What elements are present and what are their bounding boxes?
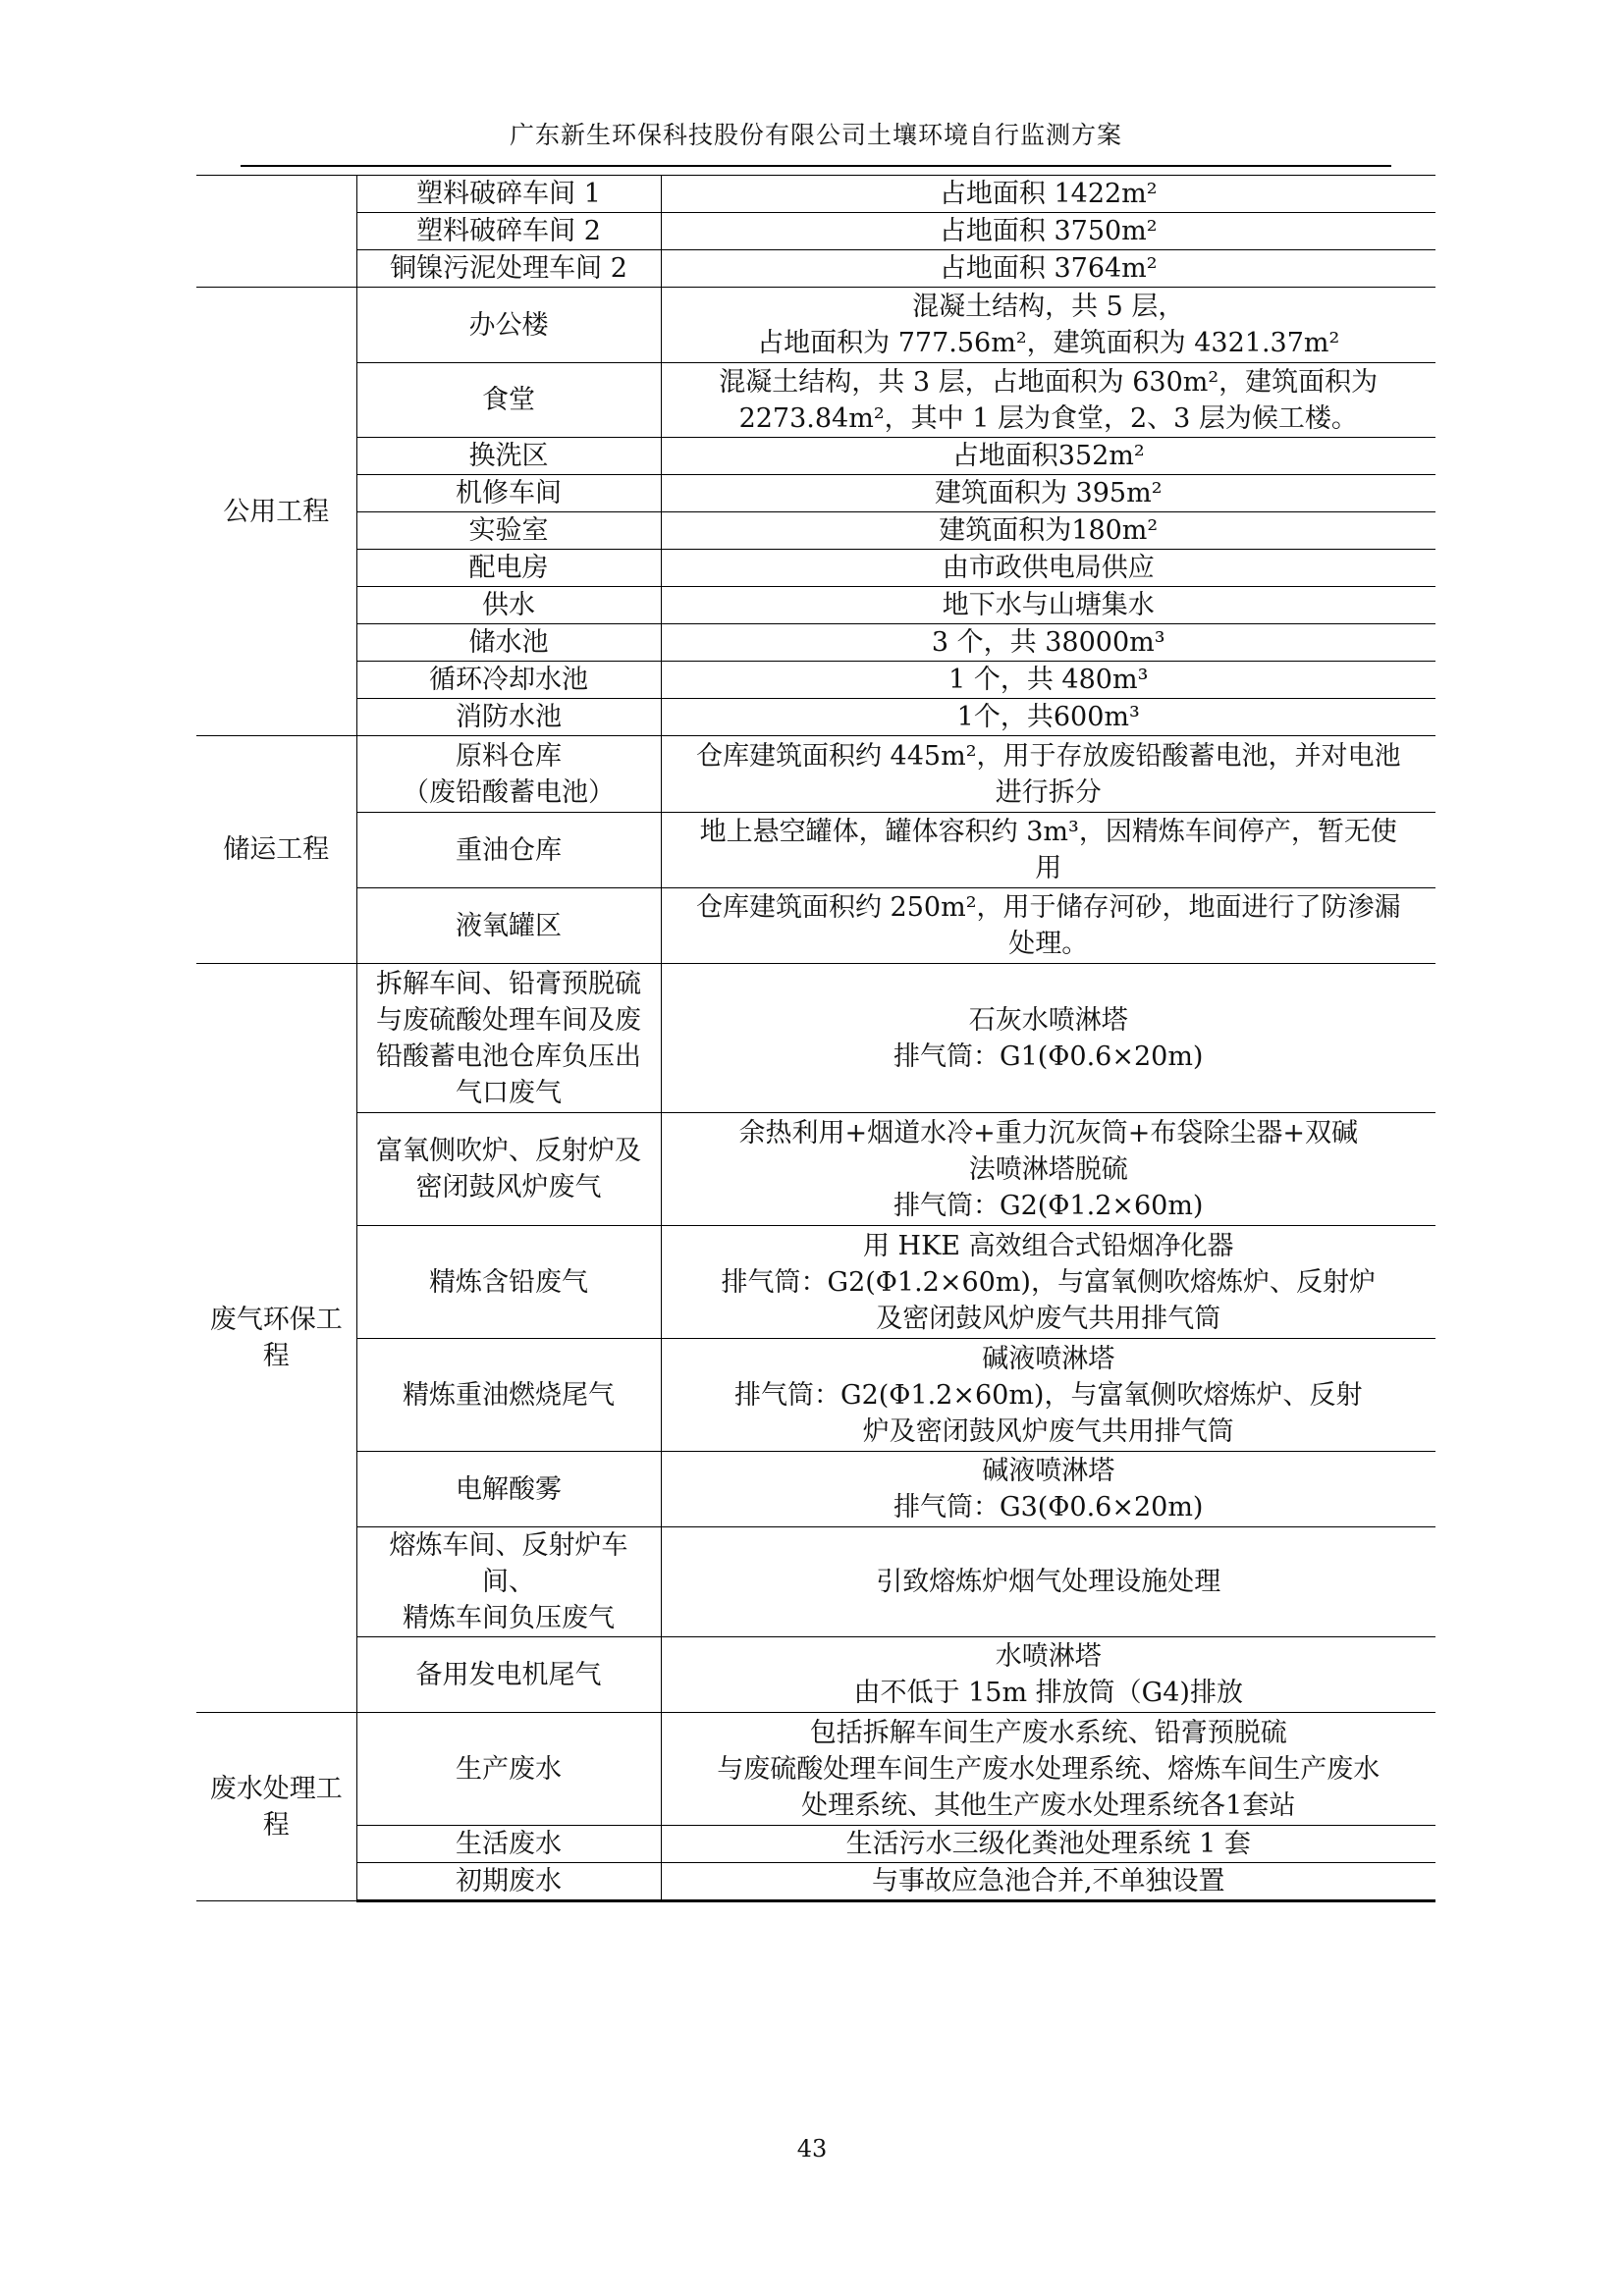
detail-cell bbox=[661, 288, 1435, 363]
table-row bbox=[196, 699, 1435, 736]
cell-line: 拆解车间、铅膏预脱硫 bbox=[376, 968, 641, 999]
table-row bbox=[196, 250, 1435, 288]
cell-line: 仓库建筑面积约 445m²，用于存放废铅酸蓄电池，并对电池 bbox=[695, 740, 1401, 772]
cell-line: 占地面积为 777.56m²，建筑面积为 4321.37m² bbox=[757, 328, 1340, 358]
table-row bbox=[196, 1713, 1435, 1826]
cell-line: 碱液喷淋塔 bbox=[982, 1343, 1115, 1374]
cell-line: 地下水与山塘集水 bbox=[942, 590, 1155, 620]
cell-line: 与事故应急池合并,不单独设置 bbox=[871, 1866, 1225, 1896]
table-row bbox=[196, 475, 1435, 512]
item-cell: 循环冷却水池 bbox=[356, 662, 661, 699]
cell-line: 废水处理工 bbox=[209, 1773, 343, 1804]
item-cell: 电解酸雾 bbox=[356, 1452, 661, 1527]
detail-cell bbox=[661, 1226, 1435, 1339]
item-cell: 实验室 bbox=[356, 512, 661, 550]
cell-line: 引致熔炼炉烟气处理设施处理 bbox=[876, 1567, 1221, 1597]
cell-line: 法喷淋塔脱硫 bbox=[968, 1153, 1128, 1185]
table-row bbox=[196, 662, 1435, 699]
item-cell: 塑料破碎车间 2 bbox=[356, 213, 661, 250]
cell-line: 生活污水三级化粪池处理系统 1 套 bbox=[845, 1829, 1251, 1859]
cell-line: 2273.84m²，其中 1 层为食堂，2、3 层为候工楼。 bbox=[738, 402, 1358, 434]
table-row bbox=[196, 1452, 1435, 1527]
detail-cell bbox=[661, 624, 1435, 662]
cell-line: 废气环保工 bbox=[209, 1305, 343, 1335]
item-cell: 供水 bbox=[356, 587, 661, 624]
item-cell: 办公楼 bbox=[356, 288, 661, 363]
table-row bbox=[196, 438, 1435, 475]
cell-line: 3 个，共 38000m³ bbox=[931, 627, 1165, 658]
detail-cell bbox=[661, 1637, 1435, 1713]
item-cell: 备用发电机尾气 bbox=[356, 1637, 661, 1713]
cell-line: 混凝土结构，共 3 层，占地面积为 630m²，建筑面积为 bbox=[719, 366, 1379, 398]
item-cell bbox=[356, 736, 661, 813]
cell-line: 石灰水喷淋塔 bbox=[968, 1004, 1128, 1036]
item-cell: 铜镍污泥处理车间 2 bbox=[356, 250, 661, 288]
category-cell bbox=[196, 964, 356, 1713]
detail-cell bbox=[661, 1527, 1435, 1637]
detail-cell bbox=[661, 1452, 1435, 1527]
item-cell: 初期废水 bbox=[356, 1863, 661, 1901]
table-row bbox=[196, 550, 1435, 587]
category-cell: 公用工程 bbox=[196, 288, 356, 736]
detail-cell bbox=[661, 587, 1435, 624]
table-row bbox=[196, 288, 1435, 363]
item-cell: 配电房 bbox=[356, 550, 661, 587]
cell-line: 建筑面积为180m² bbox=[939, 515, 1159, 546]
detail-cell bbox=[661, 250, 1435, 288]
detail-cell bbox=[661, 512, 1435, 550]
detail-cell bbox=[661, 438, 1435, 475]
item-cell: 机修车间 bbox=[356, 475, 661, 512]
detail-cell bbox=[661, 662, 1435, 699]
cell-line: 包括拆解车间生产废水系统、铅膏预脱硫 bbox=[809, 1717, 1287, 1748]
cell-line: 程 bbox=[262, 1809, 290, 1841]
cell-line: 余热利用+烟道水冷+重力沉灰筒+布袋除尘器+双碱 bbox=[738, 1117, 1358, 1148]
table-row bbox=[196, 1527, 1435, 1637]
table-row bbox=[196, 1826, 1435, 1863]
item-cell: 塑料破碎车间 1 bbox=[356, 176, 661, 213]
cell-line: 程 bbox=[262, 1341, 290, 1371]
cell-line: 1 个，共 480m³ bbox=[948, 665, 1149, 695]
table-row bbox=[196, 512, 1435, 550]
category-cell: 储运工程 bbox=[196, 736, 356, 964]
cell-line: 占地面积 1422m² bbox=[939, 179, 1158, 209]
item-cell bbox=[356, 1113, 661, 1226]
detail-cell bbox=[661, 699, 1435, 736]
cell-line: 排气筒：G3(Φ0.6×20m) bbox=[893, 1492, 1204, 1522]
page-header-title: 广东新生环保科技股份有限公司土壤环境自行监测方案 bbox=[509, 121, 1122, 149]
detail-cell bbox=[661, 1113, 1435, 1226]
header-divider bbox=[241, 165, 1391, 167]
cell-line: 排气筒：G2(Φ1.2×60m)，与富氧侧吹熔炼炉、反射 bbox=[734, 1379, 1363, 1411]
table-row bbox=[196, 1637, 1435, 1713]
detail-cell bbox=[661, 888, 1435, 964]
cell-line: 富氧侧吹炉、反射炉及 bbox=[376, 1136, 641, 1166]
detail-cell bbox=[661, 363, 1435, 438]
cell-line: 与废硫酸处理车间及废 bbox=[376, 1004, 641, 1036]
cell-line: 原料仓库 bbox=[456, 740, 562, 772]
cell-line: 用 bbox=[1035, 853, 1062, 883]
detail-cell bbox=[661, 550, 1435, 587]
cell-line: 地上悬空罐体，罐体容积约 3m³，因精炼车间停产，暂无使 bbox=[699, 817, 1397, 847]
table-row bbox=[196, 363, 1435, 438]
cell-line: （废铅酸蓄电池） bbox=[403, 776, 615, 808]
item-cell: 液氧罐区 bbox=[356, 888, 661, 964]
cell-line: 水喷淋塔 bbox=[995, 1641, 1102, 1672]
detail-cell bbox=[661, 1339, 1435, 1452]
detail-cell bbox=[661, 1826, 1435, 1863]
table-row bbox=[196, 888, 1435, 964]
category-cell bbox=[196, 1713, 356, 1901]
cell-line: 铅酸蓄电池仓库负压出 bbox=[376, 1041, 641, 1072]
cell-line: 占地面积 3750m² bbox=[939, 216, 1158, 246]
cell-line: 炉及密闭鼓风炉废气共用排气筒 bbox=[862, 1415, 1234, 1447]
cell-line: 气口废气 bbox=[456, 1077, 562, 1108]
cell-line: 建筑面积为 395m² bbox=[934, 478, 1163, 508]
cell-line: 占地面积352m² bbox=[951, 441, 1145, 471]
cell-line: 进行拆分 bbox=[995, 776, 1102, 808]
detail-cell bbox=[661, 1713, 1435, 1826]
cell-line: 排气筒：G1(Φ0.6×20m) bbox=[893, 1041, 1204, 1072]
cell-line: 混凝土结构，共 5 层， bbox=[912, 292, 1185, 322]
cell-line: 与废硫酸处理车间生产废水处理系统、熔炼车间生产废水 bbox=[717, 1753, 1380, 1785]
page-number: 43 bbox=[796, 2135, 828, 2163]
item-cell: 换洗区 bbox=[356, 438, 661, 475]
table-row bbox=[196, 1863, 1435, 1901]
item-cell: 生活废水 bbox=[356, 1826, 661, 1863]
item-cell: 食堂 bbox=[356, 363, 661, 438]
item-cell: 精炼重油燃烧尾气 bbox=[356, 1339, 661, 1452]
table-row bbox=[196, 587, 1435, 624]
detail-cell bbox=[661, 213, 1435, 250]
cell-line: 处理系统、其他生产废水处理系统各1套站 bbox=[801, 1789, 1296, 1821]
detail-cell bbox=[661, 176, 1435, 213]
project-composition-table bbox=[196, 175, 1435, 1902]
cell-line: 熔炼车间、反射炉车间、 bbox=[389, 1530, 628, 1597]
cell-line: 用 HKE 高效组合式铅烟净化器 bbox=[862, 1230, 1234, 1261]
detail-cell bbox=[661, 1863, 1435, 1901]
item-cell bbox=[356, 1527, 661, 1637]
detail-cell bbox=[661, 475, 1435, 512]
detail-cell bbox=[661, 813, 1435, 888]
table-row bbox=[196, 964, 1435, 1113]
table-row bbox=[196, 1226, 1435, 1339]
cell-line: 碱液喷淋塔 bbox=[982, 1456, 1115, 1486]
detail-cell bbox=[661, 964, 1435, 1113]
table-row bbox=[196, 1113, 1435, 1226]
cell-line: 精炼车间负压废气 bbox=[403, 1603, 615, 1633]
item-cell: 消防水池 bbox=[356, 699, 661, 736]
cell-line: 1个，共600m³ bbox=[956, 702, 1140, 732]
item-cell: 精炼含铅废气 bbox=[356, 1226, 661, 1339]
item-cell: 生产废水 bbox=[356, 1713, 661, 1826]
cell-line: 由市政供电局供应 bbox=[942, 553, 1155, 583]
detail-cell bbox=[661, 736, 1435, 813]
item-cell: 储水池 bbox=[356, 624, 661, 662]
cell-line: 排气筒：G2(Φ1.2×60m) bbox=[893, 1190, 1204, 1221]
table-row bbox=[196, 624, 1435, 662]
item-cell: 重油仓库 bbox=[356, 813, 661, 888]
cell-line: 及密闭鼓风炉废气共用排气筒 bbox=[876, 1303, 1221, 1334]
cell-line: 占地面积 3764m² bbox=[939, 253, 1158, 284]
table-row bbox=[196, 736, 1435, 813]
table-row bbox=[196, 1339, 1435, 1452]
cell-line: 处理。 bbox=[1008, 929, 1089, 959]
cell-line: 密闭鼓风炉废气 bbox=[415, 1172, 602, 1202]
table-row bbox=[196, 213, 1435, 250]
category-cell bbox=[196, 176, 356, 288]
table-row bbox=[196, 813, 1435, 888]
table-row bbox=[196, 176, 1435, 213]
item-cell bbox=[356, 964, 661, 1113]
cell-line: 仓库建筑面积约 250m²，用于储存河砂，地面进行了防渗漏 bbox=[695, 892, 1401, 923]
cell-line: 排气筒：G2(Φ1.2×60m)，与富氧侧吹熔炼炉、反射炉 bbox=[721, 1266, 1376, 1298]
cell-line: 由不低于 15m 排放筒（G4)排放 bbox=[853, 1678, 1243, 1708]
